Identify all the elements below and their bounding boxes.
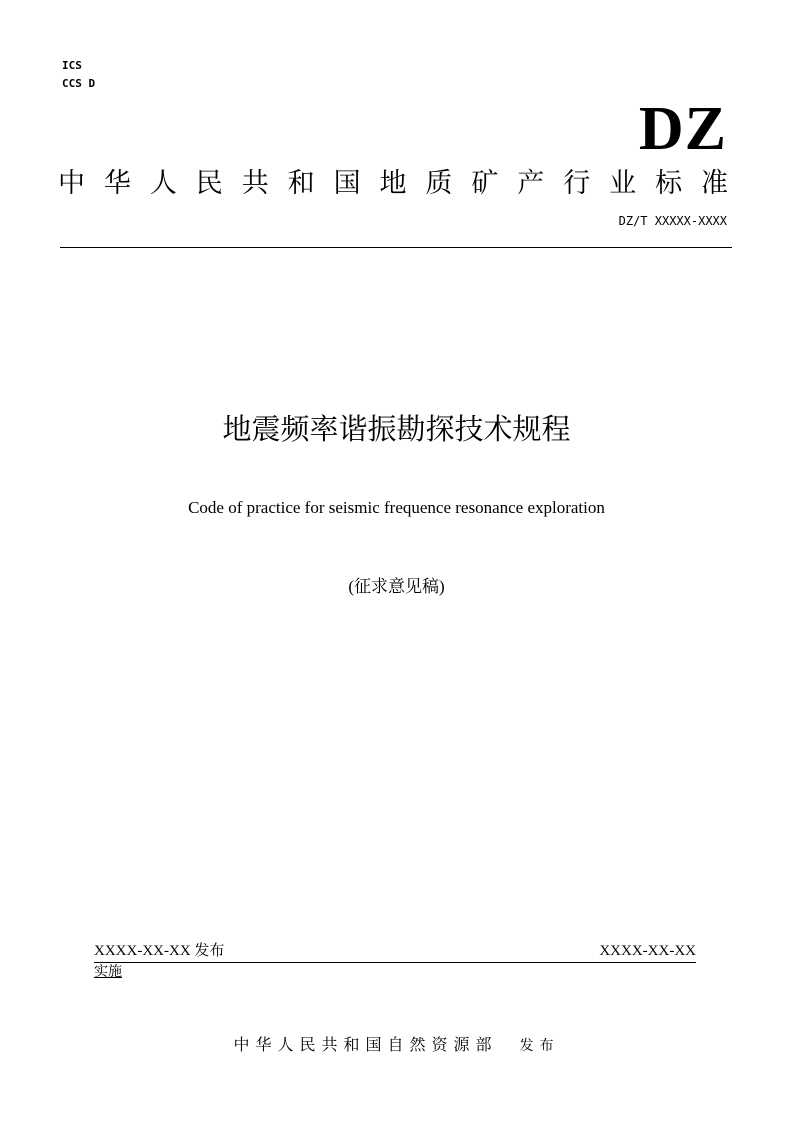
english-title: Code of practice for seismic frequence resonance exploration	[188, 498, 605, 517]
dz-logo: DZ	[638, 95, 727, 163]
ics-label: ICS	[62, 59, 82, 72]
publish-verb: 发布	[519, 1038, 560, 1054]
standard-number: DZ/T XXXXX-XXXX	[618, 214, 727, 228]
implementation-date: XXXX-XX-XX	[599, 943, 696, 959]
implementation-label: 实施	[94, 964, 122, 980]
issue-date: XXXX-XX-XX 发布	[94, 943, 225, 959]
header-divider	[60, 247, 732, 248]
publisher-row	[0, 1034, 793, 1057]
date-row	[94, 942, 696, 963]
publisher-name: 中华人民共和国自然资源部	[233, 1035, 498, 1054]
standard-category-title: 中 华 人 民 共 和 国 地 质 矿 产 行 业 标 准	[58, 168, 728, 199]
ccs-label: CCS D	[62, 77, 96, 90]
document-title: 地震频率谐振勘探技术规程	[222, 412, 571, 446]
draft-label: (征求意见稿)	[348, 577, 445, 596]
